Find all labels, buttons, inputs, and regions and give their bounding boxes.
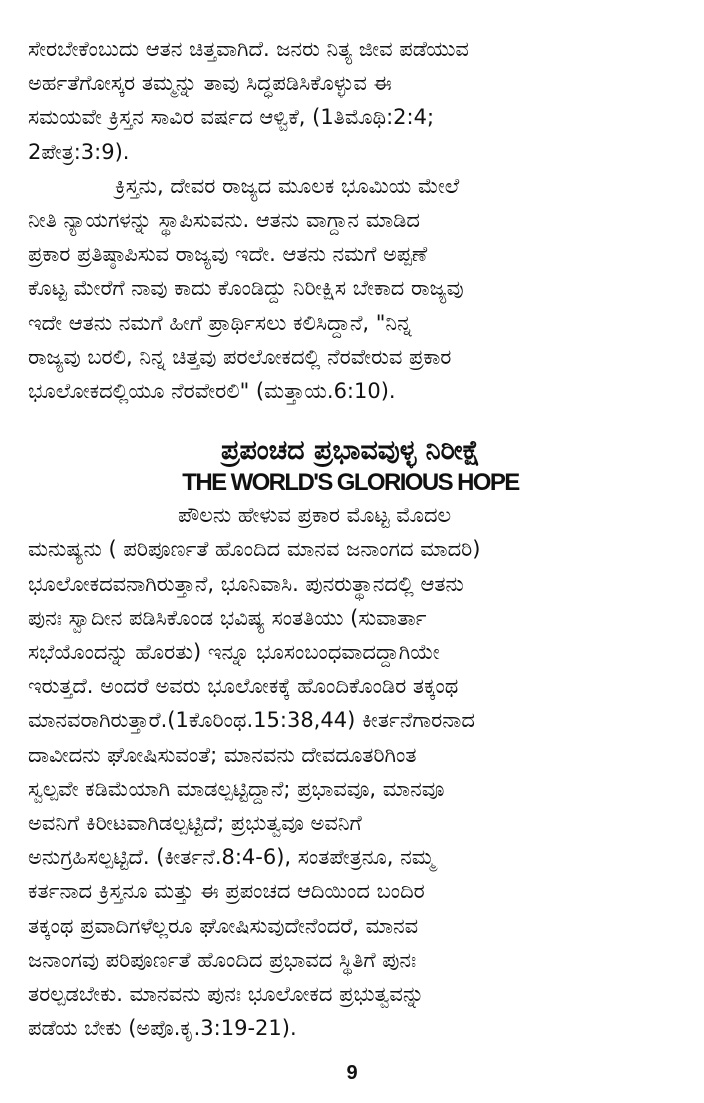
text-line: ರಾಜ್ಯವು ಬರಲಿ, ನಿನ್ನ ಚಿತ್ತವು ಪರಲೋಕದಲ್ಲಿ ನೆರವೇರುವ ಪ್ರಕಾರ [28, 344, 452, 369]
text-line: ಕೊಟ್ಟ ಮೇರೆಗೆ ನಾವು ಕಾದು ಕೊಂಡಿದ್ದು ನಿರೀಕ್ಷಿಸ ಬೇಕಾದ ರಾಜ್ಯವು [28, 276, 464, 301]
text-line: ಪ್ರಕಾರ ಪ್ರತಿಷ್ಠಾಪಿಸುವ ರಾಜ್ಯವು ಇದೇ. ಆತನು ನಮಗೆ ಅಪ್ಪಣೆ [28, 242, 428, 267]
heading-kannada: ಪ್ರಪಂಚದ ಪ್ರಭಾವವುಳ್ಳ ನಿರೀಕ್ಷೆ [220, 435, 481, 467]
text-line: ನೀತಿ ನ್ಯಾಯಗಳನ್ನು ಸ್ಥಾಪಿಸುವನು. ಆತನು ವಾಗ್ದಾನ ಮಾಡಿದ [28, 208, 420, 233]
text-line: ಸಭೆಯೊಂದನ್ನು ಹೊರತು) ಇನ್ನೂ ಭೂಸಂಬಂಧವಾದದ್ದಾಗಿಯೇ [28, 640, 440, 665]
document-page [28, 32, 673, 1045]
text-line: ಪೌಲನು ಹೇಳುವ ಪ್ರಕಾರ ಮೊಟ್ಟ ಮೊದಲ [178, 503, 452, 528]
text-line: ಭೂಲೋಕದವನಾಗಿರುತ್ತಾನೆ, ಭೂನಿವಾಸಿ. ಪುನರುತ್ಥಾನದಲ್ಲಿ ಆತನು [28, 571, 464, 596]
text-line: ಅರ್ಹತೆಗೋಸ್ಕರ ತಮ್ಮನ್ನು ತಾವು ಸಿದ್ಧಪಡಿಸಿಕೊಳ್ಳುವ ಈ [28, 71, 392, 96]
text-line: ಮನುಷ್ಯನು ( ಪರಿಪೂರ್ಣತೆ ಹೊಂದಿದ ಮಾನವ ಜನಾಂಗದ ಮಾದರಿ) [28, 537, 481, 562]
heading-english: THE WORLD'S GLORIOUS HOPE [182, 469, 519, 497]
text-line: 2ಪೇತ್ರ:3:9). [28, 139, 130, 164]
text-line: ಜನಾಂಗವು ಪರಿಪೂರ್ಣತೆ ಹೊಂದಿದ ಪ್ರಭಾವದ ಸ್ಥಿತಿಗೆ ಪುನಃ [28, 947, 417, 972]
text-line: ಅನುಗ್ರಹಿಸಲ್ಪಟ್ಟಿದೆ. (ಕೀರ್ತನೆ.8:4-6), ಸಂತಪೇತ್ರನೂ, ನಮ್ಮ [28, 845, 435, 870]
text-line: ಪಡೆಯ ಬೇಕು (ಅಪೊ.ಕೃ.3:19-21). [28, 1016, 297, 1041]
paragraph-hope [28, 498, 673, 1045]
text-line: ದಾವೀದನು ಘೋಷಿಸುವಂತೆ; ಮಾನವನು ದೇವದೂತರಿಗಿಂತ [28, 742, 417, 767]
text-line: ಸಮಯವೇ ಕ್ರಿಸ್ತನ ಸಾವಿರ ವರ್ಷದ ಆಳ್ವಿಕೆ, (1ತಿಮೊಥಿ:2:4; [28, 105, 435, 130]
text-line: ತಕ್ಕಂಥ ಪ್ರವಾದಿಗಳೆಲ್ಲರೂ ಘೋಷಿಸುವುದೇನೆಂದರೆ, ಮಾನವ [28, 913, 419, 938]
text-line: ಸೇರಬೇಕೆಂಬುದು ಆತನ ಚಿತ್ತವಾಗಿದೆ. ಜನರು ನಿತ್ಯ ಜೀವ ಪಡೆಯುವ [28, 37, 469, 61]
text-line: ಇದೇ ಆತನು ನಮಗೆ ಹೀಗೆ ಪ್ರಾರ್ಥಿಸಲು ಕಲಿಸಿದ್ದಾನೆ, "ನಿನ್ನ [28, 310, 412, 335]
text-line: ಅವನಿಗೆ ಕಿರೀಟವಾಗಿಡಲ್ಪಟ್ಟಿದೆ; ಪ್ರಭುತ್ವವೂ ಅವನಿಗೆ [28, 811, 362, 836]
text-line: ಕ್ರಿಸ್ತನು, ದೇವರ ರಾಜ್ಯದ ಮೂಲಕ ಭೂಮಿಯ ಮೇಲೆ [115, 173, 460, 198]
paragraph-continuation [28, 32, 673, 169]
text-line: ಭೂಲೋಕದಲ್ಲಿಯೂ ನೆರವೇರಲಿ" (ಮತ್ತಾಯ.6:10). [28, 379, 396, 404]
page-number: 9 [346, 1062, 358, 1084]
section-heading [28, 434, 673, 498]
text-line: ಮಾನವರಾಗಿರುತ್ತಾರೆ.(1ಕೊರಿಂಥ.15:38,44) ಕೀರ್ತನೆಗಾರನಾದ [28, 708, 475, 733]
text-line: ಕರ್ತನಾದ ಕ್ರಿಸ್ತನೂ ಮತ್ತು ಈ ಪ್ರಪಂಚದ ಆದಿಯಿಂದ ಬಂದಿರ [28, 879, 425, 904]
text-line: ತರಲ್ಪಡಬೇಕು. ಮಾನವನು ಪುನಃ ಭೂಲೋಕದ ಪ್ರಭುತ್ವವನ್ನು [28, 982, 425, 1007]
paragraph-kingdom [28, 169, 673, 408]
text-line: ಪುನಃ ಸ್ವಾದೀನ ಪಡಿಸಿಕೊಂಡ ಭವಿಷ್ಯ ಸಂತತಿಯು (ಸುವಾರ್ತಾ [28, 605, 427, 630]
text-line: ಸ್ವಲ್ಪವೇ ಕಡಿಮೆಯಾಗಿ ಮಾಡಲ್ಪಟ್ಟಿದ್ದಾನೆ; ಪ್ರಭಾವವೂ, ಮಾನವೂ [28, 776, 445, 801]
text-line: ಇರುತ್ತದೆ. ಅಂದರೆ ಅವರು ಭೂಲೋಕಕ್ಕೆ ಹೊಂದಿಕೊಂಡಿರ ತಕ್ಕಂಥ [28, 674, 459, 699]
